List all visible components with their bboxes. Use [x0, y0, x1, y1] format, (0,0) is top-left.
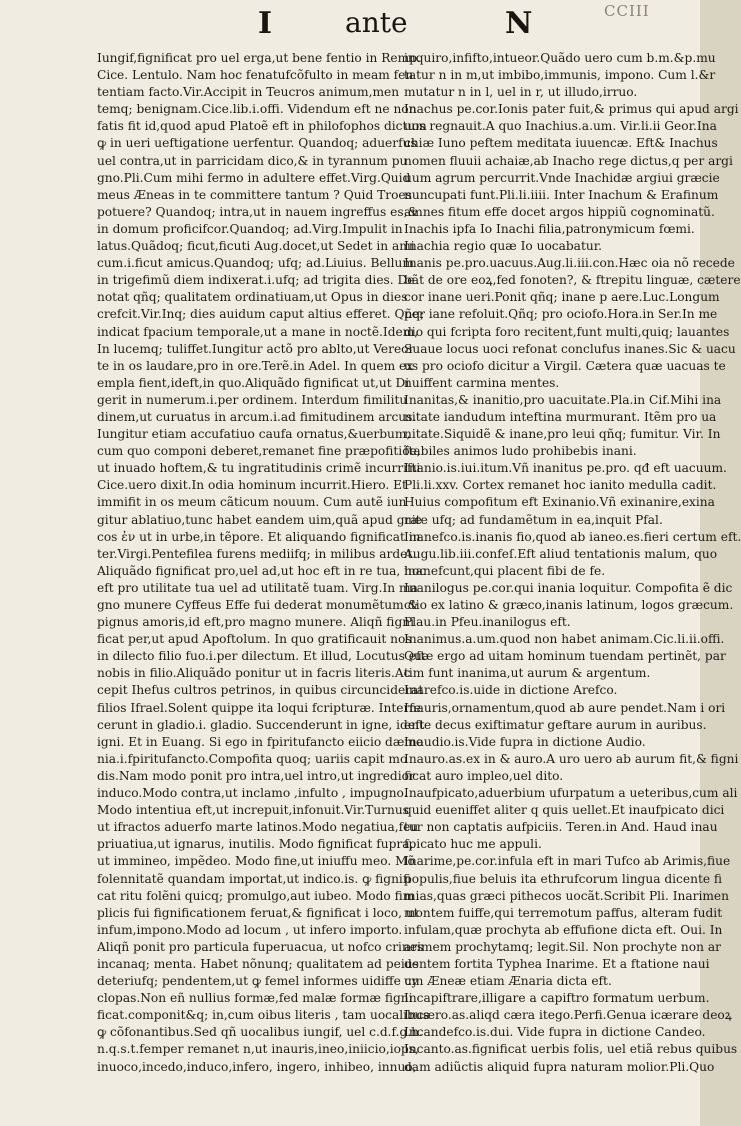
text-line: tatur n in m,ut imbibo,immunis, impono. Cum l.&r: [404, 68, 716, 83]
text-line: potuere? Quandoq; intra,ut in nauem ingreffus es,&: [97, 204, 419, 219]
text-line: Inanilogus pe.cor.qui inania loquitur. Compofita ẽ dic: [404, 580, 733, 595]
text-line: arimem prochytamq; legit.Sil. Non prochyte non ar: [404, 939, 721, 954]
text-line: nitate iandudum inteftina murmurant. Itẽm pro ua: [404, 409, 717, 424]
text-line: clopas.Non eñ nullius formæ,fed malæ formæ figni: [97, 991, 413, 1006]
text-line: in dilecto filio fuo.i.per dilectum. Et illud, Locutus eft: [97, 649, 426, 664]
text-line: In lucemq; tuliffet.Iungitur actõ pro ablto,ut Vereor: [97, 341, 415, 356]
text-line: tim funt inanima,ut aurum & argentum.: [404, 666, 651, 681]
text-line: Inanio.is.iui.itum.Vñ inanitus pe.pro. qđ eft uacuum.: [404, 461, 727, 476]
text-line: ꝙ cõfonantibus.Sed qñ uocalibus iungif, uel c.d.f.g.h.: [97, 1025, 423, 1040]
text-line: empla fient,ideft,in quo.Aliquãdo fignificat ut,ut Di: [97, 375, 410, 390]
text-line: ftabiles animos ludo prohibebis inani.: [404, 444, 637, 459]
text-line: ctio ex latino & græco,inanis latinum, logos græcum.: [404, 598, 734, 612]
text-line: Inachia regio quæ Io uocabatur.: [404, 239, 603, 254]
text-line: populis,fiue beluis ita ethrufcorum lingua dicente fi: [404, 871, 723, 886]
text-line: amnes fitum effe docet argos hippiũ cognominatũ.: [404, 204, 715, 219]
text-line: montem fuiffe,qui terremotum paffus, alteram fudit: [404, 905, 723, 920]
text-line: ficat.componit&q; in,cum oibus literis , tam uocalibus: [97, 1008, 429, 1023]
text-line: temq; benignam.Cice.lib.i.offi. Videndum eft ne non: [97, 102, 417, 117]
text-line: Inaufpicato,aduerbium ufurpatum a ueteribus,cum ali: [404, 786, 738, 801]
text-line: ut inuado hoftem,& tu ingratitudinis crimẽ incurrifti: [97, 461, 421, 476]
text-line: Iungif,fignificat pro uel erga,ut bene fentio in Remp.: [97, 51, 421, 65]
text-line: Inachus pe.cor.Ionis pater fuit,& primus qui apud argi: [404, 102, 739, 117]
folio-number: CCIII: [604, 2, 650, 20]
text-line: latus.Quãdoq; ficut,ficuti Aug.docet,ut Sedet in ami: [97, 239, 415, 254]
left-text-column: [97, 50, 429, 1076]
text-line: tentiam facto.Vir.Accipit in Teucros animum,men: [97, 85, 400, 100]
text-line: nitate.Siquidẽ & inane,pro leui qñq; fumitur. Vir. In: [404, 427, 721, 442]
text-line: fatis fit id,quod apud Platoẽ eft in philofophos dictum: [97, 119, 427, 134]
text-line: Modo intentiua eft,ut increpuit,infonuit.Vir.Turnus: [97, 803, 409, 818]
text-line: Aliqñ ponit pro particula fuperuacua, ut nofco crines: [97, 939, 424, 954]
text-line: nuncupati funt.Pli.li.iiii. Inter Inachum & Erafinum: [404, 187, 719, 202]
text-line: ente decus exiftimatur geftare aurum in auribus.: [404, 717, 707, 732]
text-line: Inanimus.a.um.quod non habet animam.Cic.li.ii.offi.: [404, 632, 725, 647]
text-line: nomen fluuii achaiæ,ab Inacho rege dictus,q per argi: [404, 153, 733, 168]
text-line: gitur ablatiuo,tunc habet eandem uim,quã apud græ: [97, 512, 422, 527]
text-line: priuatiua,ut ignarus, inutilis. Modo fignificat fupra,: [97, 837, 414, 852]
text-line: uel contra,ut in parricidam dico,& in tyrannum pu: [97, 153, 408, 168]
text-line: gno munere Cyffeus Effe fui dederat monumẽtum &: [97, 598, 419, 612]
text-line: quid eueniffet aliter q quis uellet.Et inaufpicato dici: [404, 803, 725, 818]
text-line: indicat fpacium temporale,ut a mane in noctẽ.Idem,: [97, 324, 419, 339]
text-line: ꝙ in ueri ueftigatione uerfentur. Quandoq; aduerfus: [97, 136, 417, 151]
text-line: Incanto.as.fignificat uerbis folis, uel etiã rebus quibus: [404, 1042, 738, 1057]
text-line: Suaue locus uoci refonat conclufus inanes.Sic & uacu: [404, 341, 736, 356]
text-line: ficat per,ut apud Apoftolum. In quo gratificauit nos: [97, 632, 412, 647]
text-line: fpicato huc me appuli.: [404, 837, 542, 852]
text-line: Huius compofitum eft Exinanio.Vñ exinanire,exina: [404, 495, 715, 510]
text-line: us pro ociofo dicitur a Virgil. Cætera quæ uacuas te: [404, 358, 726, 373]
text-line: cepit Ihefus cultros petrinos, in quibus circunciderat: [97, 683, 424, 698]
text-line: nobis in filio.Aliquãdo ponitur ut in facris literis.Ac: [97, 666, 411, 681]
text-line: ter.Virgi.Pentefilea furens mediifq; in milibus ardet.: [97, 546, 417, 561]
text-line: Inaudio.is.Vide fupra in dictione Audio.: [404, 734, 646, 749]
text-line: cor inane ueri.Ponit qñq; inane p aere.Luc.Longum: [404, 290, 720, 305]
text-line: pignus amoris,id eft,pro magno munere. Aliqñ figni: [97, 615, 414, 630]
text-line: crefcit.Vir.Inq; dies auidum caput altius efferet. Qñq;: [97, 307, 425, 322]
text-line: um Æneæ etiam Ænaria dicta eft.: [404, 974, 612, 989]
text-line: dam adiũctis aliquid fupra naturam molior.Pli.Quo: [404, 1059, 715, 1074]
text-line: Inauro.as.ex in & auro.A uro uero ab aurum fit,& figni: [404, 751, 739, 766]
text-line: inanefcunt,qui placent fibi de fe.: [404, 563, 606, 578]
text-line: folennitatẽ quandam importat,ut indico.is. ꝙ fignifi: [97, 871, 411, 886]
text-line: Cice.uero dixit.In odia hominum incurrit.Hiero. Et: [97, 478, 407, 493]
text-line: bãt de ore eoꝝ,fed fonoten?, & ftrepitu linguæ, cætere: [404, 273, 741, 288]
text-line: notat qñq; qualitatem ordinatiuam,ut Opus in dies: [97, 290, 408, 305]
text-line: in domum proficifcor.Quandoq; ad.Virg.Impulit in: [97, 221, 403, 236]
text-line: Augu.lib.iii.confeſ.Eft aliud tentationis malum, quo: [404, 546, 718, 561]
running-header: [0, 0, 700, 48]
text-line: meus Æneas in te committere tantum ? Quid Troes: [97, 187, 412, 202]
text-line: infum,impono.Modo ad locum , ut infero importo.: [97, 922, 403, 937]
text-line: ut immineo, impẽdeo. Modo fine,ut iniuffu meo. Mõ: [97, 854, 415, 869]
header-left-letter: I: [258, 6, 273, 41]
text-line: per iane refoluit.Qñq; pro ociofo.Hora.in Ser.In me: [404, 307, 718, 322]
text-line: gno.Pli.Cum mihi fermo in adultere effet.Virg.Quid: [97, 170, 411, 185]
text-line: mutatur n in l, uel in r, ut illudo,irruo.: [404, 85, 638, 100]
text-line: Inanitas,& inanitio,pro uacuitate.Pla.in Cif.Mihi ina: [404, 392, 722, 407]
text-line: inuoco,incedo,induco,infero, ingero, inhibeo, innuo,: [97, 1059, 417, 1074]
text-line: in trigefimũ diem indixerat.i.ufq; ad trigita dies. De: [97, 273, 415, 288]
text-line: Cice. Lentulo. Nam hoc fenatufcõfulto in meam fen: [97, 68, 414, 83]
text-line: mias,quas græci pithecos uocãt.Scribit Pli. Inarimen: [404, 888, 729, 903]
text-line: cerunt in gladio.i. gladio. Succenderunt in igne, ideft: [97, 717, 425, 732]
text-line: Quæ ergo ad uitam hominum tuendam pertinẽt, par: [404, 649, 726, 664]
text-line: Incapiftrare,illigare a capiftro formatum uerbum.: [404, 991, 710, 1006]
text-line: ut ifractos aduerfo marte latinos.Modo negatiua,feu: [97, 820, 419, 835]
text-line: cat ritu folẽni quicq; promulgo,aut iubeo. Modo fim: [97, 888, 415, 903]
header-headword: ante: [345, 6, 408, 39]
text-line: chiæ Iuno peftem meditata iuuencæ. Eft& Inachus: [404, 136, 718, 151]
text-line: induco.Modo contra,ut inclamo ,infulto , impugno.: [97, 786, 408, 801]
text-line: dio qui fcripta foro recitent,funt multi,quiq; lauantes: [404, 324, 730, 339]
right-text-column: [404, 50, 741, 1076]
text-line: Incandefco.is.dui. Vide fupra in dictione Candeo.: [404, 1025, 706, 1040]
text-line: Pli.li.xxv. Cortex remanet hoc ianito medulla cadit.: [404, 478, 717, 493]
text-line: cum quo componi deberet,remanet fine præpofitiõe,: [97, 444, 421, 459]
text-line: Inanis pe.pro.uacuus.Aug.li.iii.con.Hæc oia nõ recede: [404, 256, 735, 271]
text-line: ficat auro impleo,uel dito.: [404, 768, 564, 783]
header-right-letter: N: [505, 6, 533, 41]
text-line: nite ufq; ad fundamẽtum in ea,inquit Pfal.: [404, 512, 663, 527]
text-line: uos regnauit.A quo Inachius.a.um. Vir.li.ii Geor.Ina: [404, 119, 717, 134]
text-line: dinem,ut curuatus in arcum.i.ad fimitudinem arcus.: [97, 409, 417, 424]
text-line: nia.i.fpiritufancto.Compofita quoq; uariis capit mo: [97, 751, 408, 766]
text-line: cos ἐν ut in urbe,in tẽpore. Et aliquando fignificat in: [97, 529, 421, 544]
text-line: Iungitur etiam accufatiuo caufa ornatus,&uerbum,: [97, 427, 411, 442]
text-line: igni. Et in Euang. Si ego in fpiritufancto eiicio dæmo: [97, 734, 424, 749]
text-line: gerit in numerum.i.per ordinem. Interdum fimilitu: [97, 392, 408, 407]
text-line: Inanefco.is.inanis fio,quod ab ianeo.es.fieri certum eft.: [404, 529, 741, 544]
text-line: Inauris,ornamentum,quod ab aure pendet.Nam i ori: [404, 700, 726, 715]
text-line: filios Ifrael.Solent quippe ita loqui fcripturæ. Interfe: [97, 700, 422, 715]
text-line: immifit in os meum cãticum nouum. Cum autẽ iun: [97, 495, 407, 510]
text-line: Plau.in Pfeu.inanilogus eft.: [404, 615, 571, 630]
text-line: dentem fortita Typhea Inarime. Et a ftatione naui: [404, 956, 710, 971]
text-line: Inachis ipfa Io Inachi filia,patronymicum fœmi.: [404, 221, 695, 236]
text-line: dis.Nam modo ponit pro intra,uel intro,ut ingredior: [97, 768, 415, 783]
text-line: te in os laudare,pro in ore.Terẽ.in Adel. In quem ex: [97, 358, 414, 373]
text-line: cum.i.ficut amicus.Quandoq; ufq; ad.Liuius. Bellum: [97, 256, 414, 271]
text-line: infulam,quæ prochyta ab effufione dicta eft. Oui. In: [404, 922, 723, 937]
text-line: uum agrum percurrit.Vnde Inachidæ argiui græcie: [404, 170, 720, 185]
text-line: Incæro.as.aliqd cæra itego.Perfi.Genua icærare deoꝝ: [404, 1008, 732, 1023]
text-line: Inarime,pe.cor.infula eft in mari Tufco ab Arimis,fiue: [404, 854, 731, 869]
text-line: nuiffent carmina mentes.: [404, 375, 560, 390]
text-line: tur non captatis aufpiciis. Teren.in And. Haud inau: [404, 820, 718, 835]
text-line: Inarefco.is.uide in dictione Arefco.: [404, 683, 618, 698]
text-line: eft pro utilitate tua uel ad utilitatẽ tuam. Virg.In ma: [97, 580, 418, 595]
text-line: deteriufq; pendentem,ut ꝙ femel informes uidiffe cy: [97, 974, 419, 989]
text-line: inquiro,infifto,intueor.Quãdo uero cum b.m.&p.mu: [404, 51, 716, 65]
text-line: plicis fui fignificationem feruat,& fignificat i loco, ut: [97, 905, 419, 920]
text-line: n.q.s.t.femper remanet n,ut inauris,ineo,iniicio,iops,: [97, 1042, 419, 1057]
text-line: incanaq; menta. Habet nõnunq; qualitatem ad peius: [97, 956, 419, 971]
text-line: Aliquãdo fignificat pro,uel ad,ut hoc eft in re tua, hoc: [97, 563, 427, 578]
